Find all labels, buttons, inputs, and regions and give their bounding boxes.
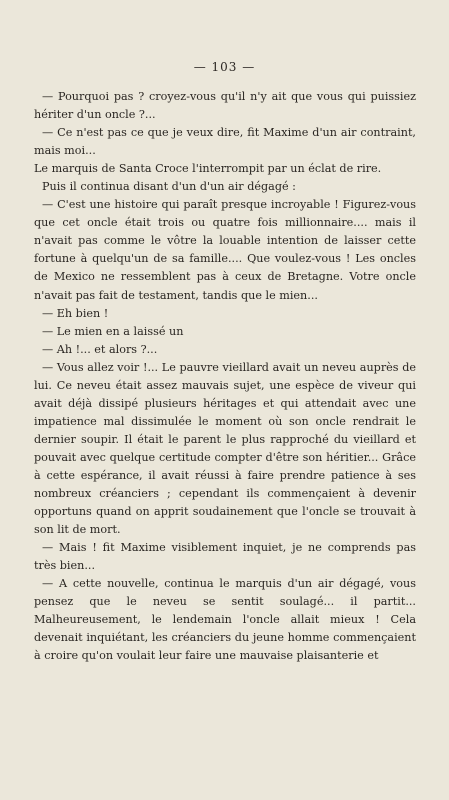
page-text [34, 88, 416, 666]
paragraph-8: — Ah !... et alors ?... [42, 342, 158, 356]
paragraph-10: — Mais ! fit Maxime visiblement inquiet, je ne comprends pas très bien... [34, 541, 416, 573]
paragraph-5: — C'est une histoire qui paraît presque incroyable ! Figurez-vous que cet oncle était trois ou quatre fois millionnaire.... mais il n'avait pas comme le vôtre la louable intention de laisser cette fortune à quelqu'un de sa famille.... Que voulez-vous ! Les oncles de Mexico ne ressemblent pas à ceux de Bretagne. Votre oncle n'avait pas fait de testament, tandis que le mien... [34, 198, 416, 302]
paragraph-11: — A cette nouvelle, continua le marquis d'un air dégagé, vous pensez que le neveu se sentit soulagé... il partit... Malheureusement, le lendemain l'oncle allait mieux ! Cela devenait inquiétant, les créanciers du jeune homme commençaient à croire qu'on voulait leur faire une mauvaise plaisanterie et [34, 577, 416, 663]
paragraph-2: — Ce n'est pas ce que je veux dire, fit Maxime d'un air contraint, mais moi... [34, 126, 416, 158]
paragraph-3: Le marquis de Santa Croce l'interrompit par un éclat de rire. [34, 162, 382, 176]
paragraph-6: — Eh bien ! [42, 306, 109, 320]
page-number: — 103 — [193, 60, 256, 74]
paragraph-1: — Pourquoi pas ? croyez-vous qu'il n'y ait que vous qui puissiez hériter d'un oncle ?... [34, 90, 416, 122]
paragraph-9: — Vous allez voir !... Le pauvre vieillard avait un neveu auprès de lui. Ce neveu était assez mauvais sujet, une espèce de viveur qui avait déjà dissipé plusieurs héritages et qui attendait avec une impatience mal dissimulée le moment où son oncle rendrait le dernier soupir. Il était le parent le plus rapproché du vieillard et pouvait avec quelque certitude compter d'être son héritier... Grâce à cette espérance, il avait réussi à faire prendre patience à ses nombreux créanciers ; cependant ils commençaient à devenir opportuns quand on apprit soudainement que l'oncle se trouvait à son lit de mort. [34, 360, 416, 537]
paragraph-7: — Le mien en a laissé un [42, 324, 184, 338]
paragraph-4: Puis il continua disant d'un d'un air dégagé : [42, 180, 296, 194]
